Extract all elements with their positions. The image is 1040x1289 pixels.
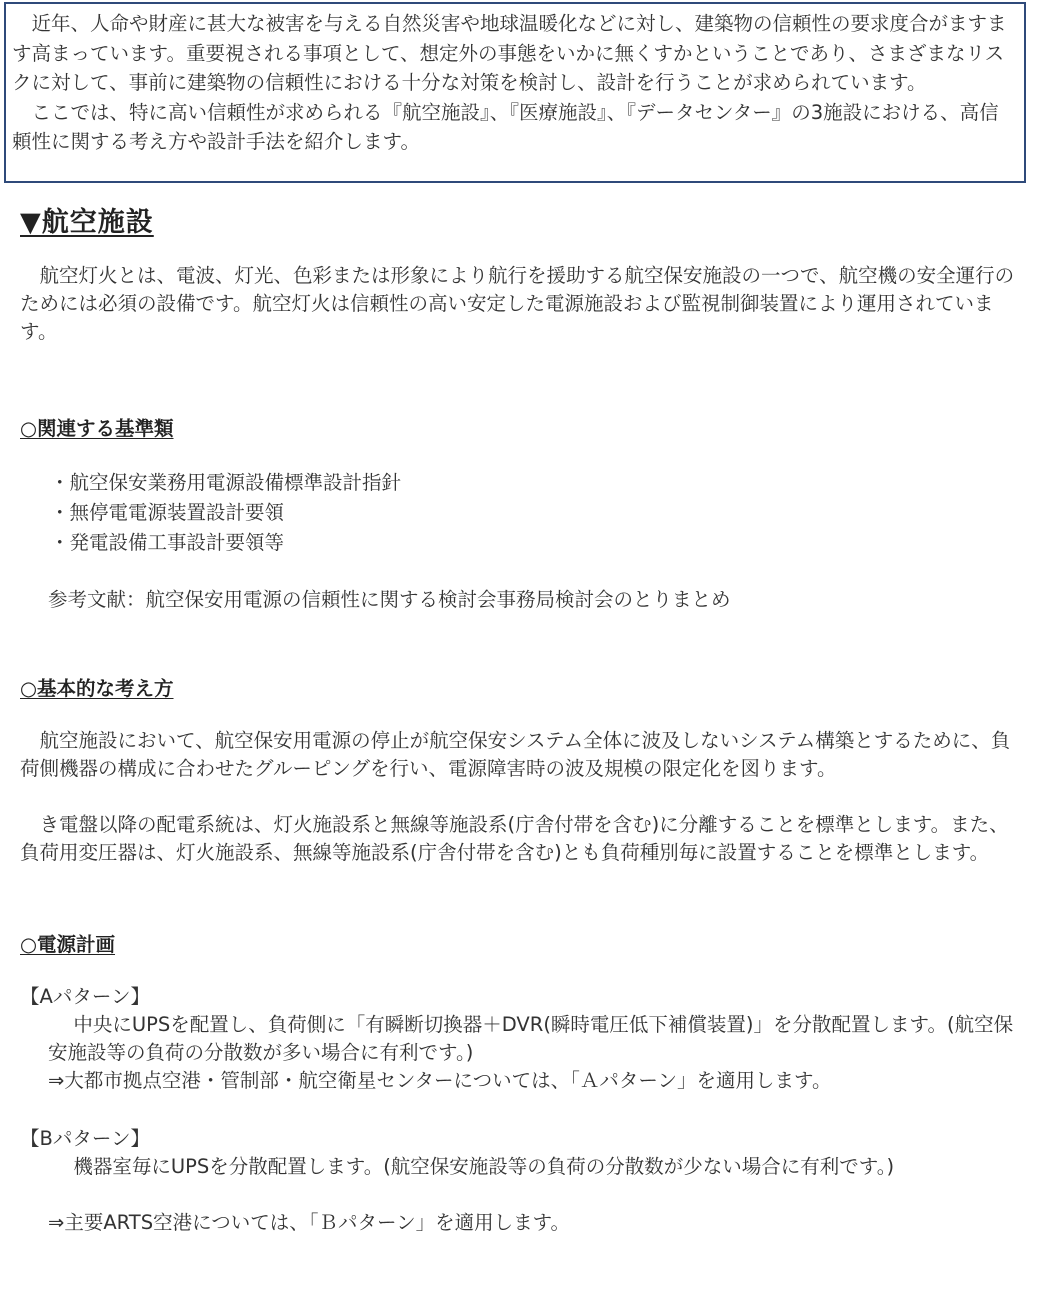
pattern-a-label: 【Aパターン】	[20, 985, 150, 1008]
power-heading: ○電源計画	[20, 933, 116, 956]
section-title: ▼航空施設	[20, 207, 154, 238]
basic-paragraph-2: き電盤以降の配電系統は、灯火施設系と無線等施設系(庁舎付帯を含む)に分離することを標準とします。また、負荷用変圧器は、灯火施設系、無線等施設系(庁舎付帯を含む)とも負荷種別毎に設置することを標準とします。	[20, 813, 1009, 864]
pattern-a-body: 中央にUPSを配置し、負荷側に「有瞬断切換器＋DVR(瞬時電圧低下補償装置)」を分散配置します。(航空保安施設等の負荷の分散数が多い場合に有利です。)	[48, 1013, 1014, 1064]
basic-paragraph-1: 航空施設において、航空保安用電源の停止が航空保安システム全体に波及しないシステム構築とするために、負荷側機器の構成に合わせたグルーピングを行い、電源障害時の波及規模の限定化を図ります。	[20, 729, 1011, 780]
standards-heading: ○関連する基準類	[20, 417, 174, 440]
intro-paragraph-1: 近年、人命や財産に甚大な被害を与える自然災害や地球温暖化などに対し、建築物の信頼性の要求度合がますます高まっています。重要視される事項として、想定外の事態をいかに無くすかということであり、さまざまなリスクに対して、事前に建築物の信頼性における十分な対策を検討し、設計を行うことが求められています。	[12, 12, 1007, 94]
intro-paragraph-2: ここでは、特に高い信頼性が求められる『航空施設』、『医療施設』、『データセンター』の3施設における、高信頼性に関する考え方や設計手法を紹介します。	[12, 100, 999, 153]
basic-heading: ○基本的な考え方	[20, 677, 174, 700]
reference-note: 参考文献：航空保安用電源の信頼性に関する検討会事務局検討会のとりまとめ	[48, 588, 731, 611]
pattern-b-apply: ⇒主要ARTS空港については、「Ｂパターン」を適用します。	[48, 1211, 571, 1234]
section-lead: 航空灯火とは、電波、灯光、色彩または形象により航行を援助する航空保安施設の一つで、航空機の安全運行のためには必須の設備です。航空灯火は信頼性の高い安定した電源施設および監視制御装置により運用されています。	[20, 264, 1015, 343]
pattern-b-body: 機器室毎にUPSを分散配置します。(航空保安施設等の負荷の分散数が少ない場合に有利です。)	[73, 1155, 895, 1178]
list-item: ・ 無停電電源装置設計要領	[50, 498, 401, 528]
list-item: ・ 航空保安業務用電源設備標準設計指針	[50, 468, 401, 498]
list-item: ・ 発電設備工事設計要領等	[50, 528, 401, 558]
pattern-b-label: 【Bパターン】	[20, 1127, 150, 1150]
standards-list	[50, 468, 401, 558]
pattern-a-apply: ⇒大都市拠点空港・管制部・航空衛星センターについては、「Ａパターン」を適用します。	[48, 1069, 832, 1092]
intro-box	[4, 2, 1026, 183]
